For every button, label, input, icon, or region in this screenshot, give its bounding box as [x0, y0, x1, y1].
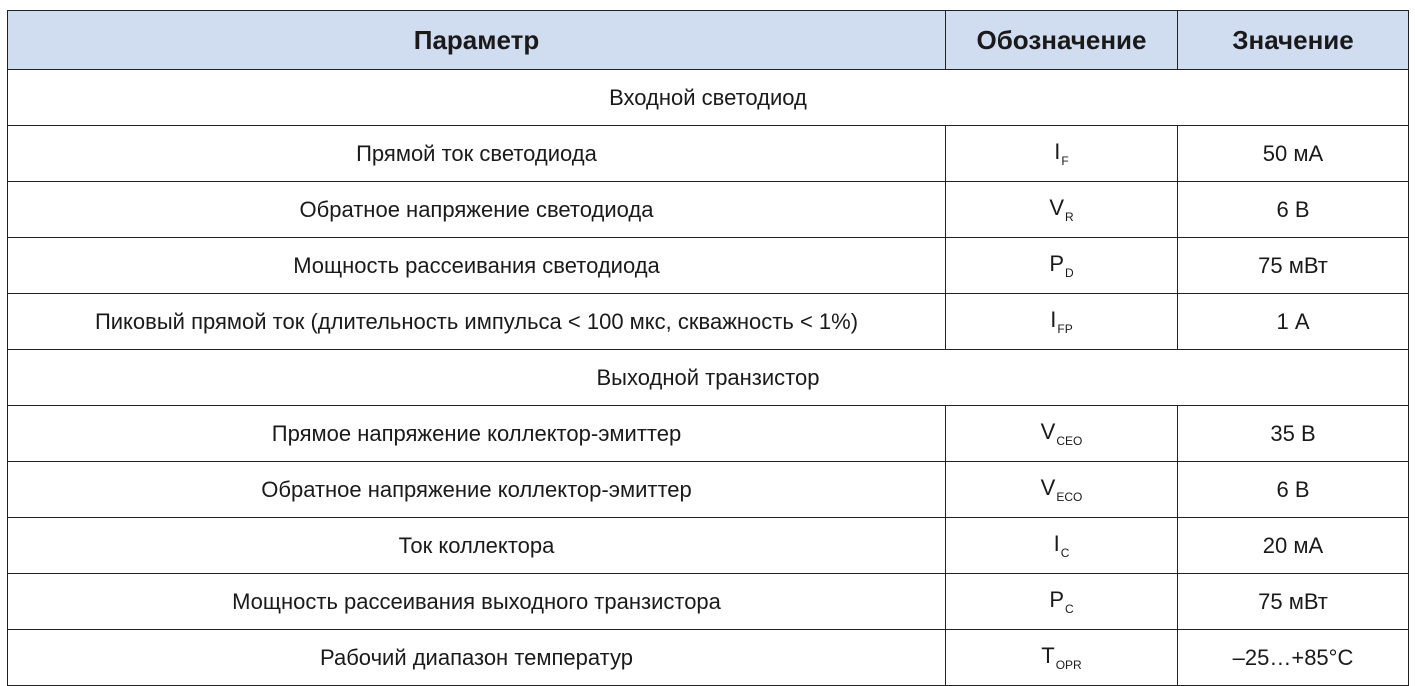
param-cell: Мощность рассеивания светодиода: [8, 238, 946, 294]
value-cell: 1 А: [1178, 294, 1409, 350]
value-cell: 75 мВт: [1178, 574, 1409, 630]
param-cell: Прямое напряжение коллектор-эмиттер: [8, 406, 946, 462]
symbol-cell: $I_C$: [946, 518, 1178, 574]
param-cell: Обратное напряжение светодиода: [8, 182, 946, 238]
table-row: [8, 238, 1409, 294]
value-cell: 50 мА: [1178, 126, 1409, 182]
value-cell: 6 В: [1178, 182, 1409, 238]
symbol-cell: $V_R$: [946, 182, 1178, 238]
parameters-table: [7, 10, 1409, 686]
value-cell: –25…+85°C: [1178, 630, 1409, 686]
header-row: [8, 11, 1409, 70]
table-row: [8, 406, 1409, 462]
symbol-cell: $P_D$: [946, 238, 1178, 294]
table-row: [8, 294, 1409, 350]
section-title: Выходной транзистор: [8, 350, 1409, 406]
symbol-cell: $P_C$: [946, 574, 1178, 630]
value-cell: 6 В: [1178, 462, 1409, 518]
table-row: [8, 518, 1409, 574]
section-row: [8, 350, 1409, 406]
value-cell: 20 мА: [1178, 518, 1409, 574]
header-value: Значение: [1178, 11, 1409, 70]
symbol-cell: $I_F$: [946, 126, 1178, 182]
param-cell: Прямой ток светодиода: [8, 126, 946, 182]
header-symbol: Обозначение: [946, 11, 1178, 70]
section-row: [8, 70, 1409, 126]
symbol-cell: $V_{CEO}$: [946, 406, 1178, 462]
section-title: Входной светодиод: [8, 70, 1409, 126]
param-cell: Пиковый прямой ток (длительность импульса < 100 мкс, скважность < 1%): [8, 294, 946, 350]
param-cell: Рабочий диапазон температур: [8, 630, 946, 686]
param-cell: Ток коллектора: [8, 518, 946, 574]
header-param: Параметр: [8, 11, 946, 70]
table-row: [8, 630, 1409, 686]
table-row: [8, 574, 1409, 630]
value-cell: 35 В: [1178, 406, 1409, 462]
symbol-cell: $I_{FP}$: [946, 294, 1178, 350]
symbol-cell: $V_{ECO}$: [946, 462, 1178, 518]
symbol-cell: $T_{OPR}$: [946, 630, 1178, 686]
param-cell: Мощность рассеивания выходного транзистора: [8, 574, 946, 630]
table-row: [8, 182, 1409, 238]
param-cell: Обратное напряжение коллектор-эмиттер: [8, 462, 946, 518]
table-row: [8, 126, 1409, 182]
value-cell: 75 мВт: [1178, 238, 1409, 294]
table-row: [8, 462, 1409, 518]
